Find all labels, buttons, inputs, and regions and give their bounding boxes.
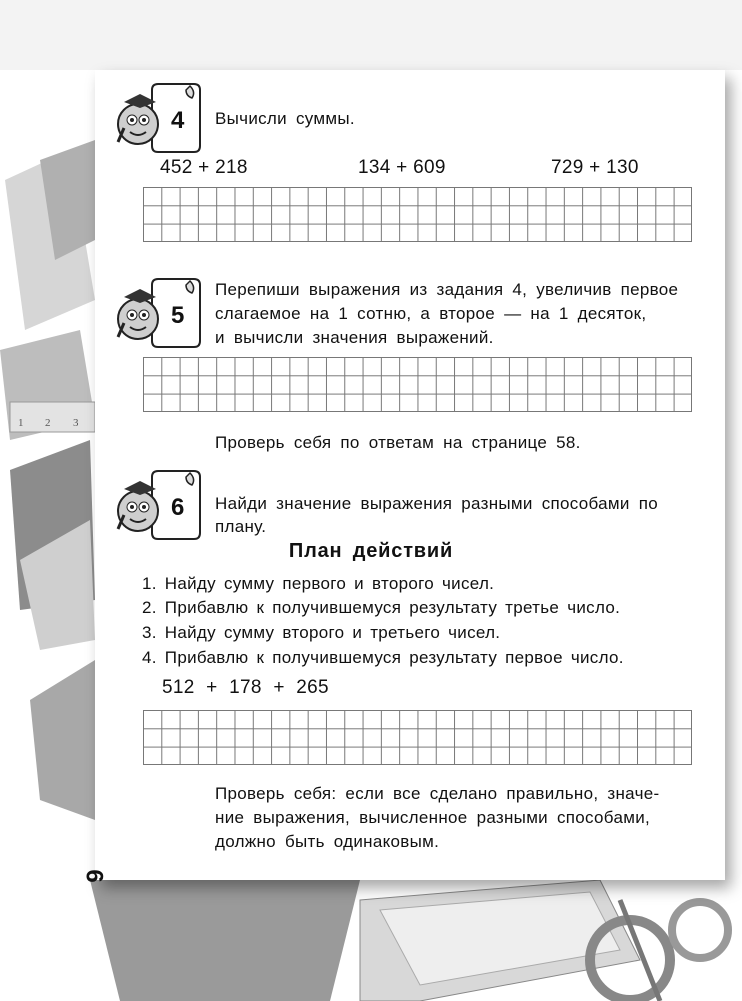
plan-item-1: 1. Найду сумму первого и второго чисел. (142, 574, 495, 593)
ruler-mark-2: 2 (45, 417, 51, 429)
answer-grid-task-5[interactable] (143, 357, 692, 412)
task-4-number: 4 (171, 107, 185, 134)
task-4-expression-2: 134 + 609 (358, 157, 446, 178)
task-5-line-2: слагаемое на 1 сотню, а второе — на 1 десяток, (215, 304, 647, 323)
task-6-check-line-2: ние выражения, вычисленное разными способами, (215, 808, 651, 827)
task-5-check: Проверь себя по ответам на странице 58. (215, 433, 581, 452)
answer-grid-task-6[interactable] (143, 710, 692, 765)
bottom-notebook (90, 880, 360, 1001)
task-4-badge (110, 80, 202, 160)
task-6-check-line-3: должно быть одинаковым. (215, 832, 440, 851)
task-6-number: 6 (171, 494, 185, 521)
task-5-line-3: и вычисли значения выражений. (215, 328, 494, 347)
plan-item-4: 4. Прибавлю к получившемуся результату первое число. (142, 648, 624, 667)
task-6-expression: 512 + 178 + 265 (162, 677, 329, 698)
plan-item-3: 3. Найду сумму второго и третьего чисел. (142, 623, 501, 642)
task-5-line-1: Перепиши выражения из задания 4, увеличив первое (215, 280, 679, 299)
plan-item-2: 2. Прибавлю к получившемуся результату третье число. (142, 598, 621, 617)
task-5-badge (110, 275, 202, 355)
page-number: 6 (80, 869, 108, 883)
task-4-expression-3: 729 + 130 (551, 157, 639, 178)
task-4-text: Вычисли суммы. (215, 109, 355, 128)
plan-title: План действий (288, 540, 454, 562)
task-5-number: 5 (171, 302, 185, 329)
ruler-mark-1: 1 (18, 417, 24, 429)
ruler-mark-3: 3 (73, 417, 79, 429)
task-6-line-1: Найди значение выражения разными способами по (215, 494, 659, 513)
task-6-check-line-1: Проверь себя: если все сделано правильно, значе- (215, 784, 660, 803)
answer-grid-task-4[interactable] (143, 187, 692, 242)
task-6-badge (110, 467, 202, 547)
task-6-line-2: плану. (215, 517, 267, 536)
task-4-expression-1: 452 + 218 (160, 157, 248, 178)
